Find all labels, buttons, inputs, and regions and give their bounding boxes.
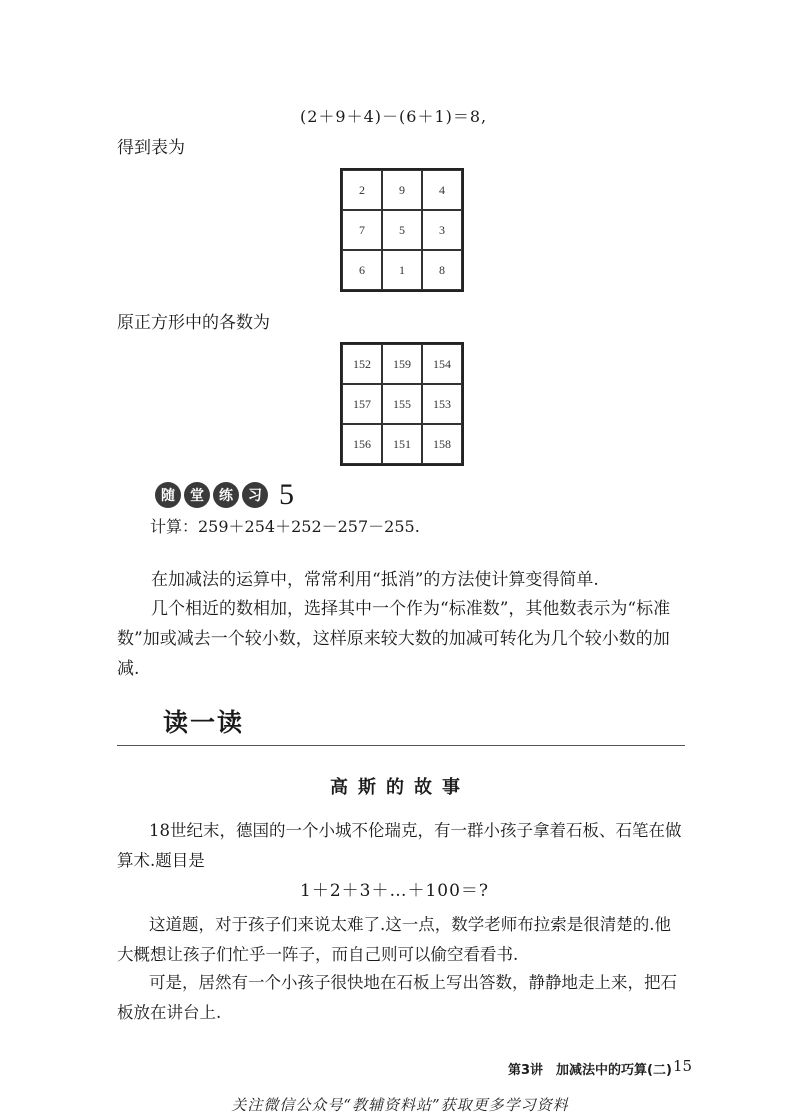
- practice-badge: 习: [242, 482, 268, 508]
- paragraph: 几个相近的数相加，选择其中一个作为“标准数”，其他数表示为“标准数”加或减去一个较小数，这样原来较大数的加减可转化为几个较小数的加减.: [117, 599, 671, 679]
- table-cell: 2: [342, 170, 382, 210]
- table-cell: 8: [422, 250, 462, 290]
- original-square-table: [340, 342, 464, 466]
- table2-label: 原正方形中的各数为: [117, 313, 270, 333]
- table-cell: 1: [382, 250, 422, 290]
- table-cell: 9: [382, 170, 422, 210]
- table-cell: 6: [342, 250, 382, 290]
- top-equation: (2＋9＋4)－(6＋1)＝8,: [300, 107, 488, 126]
- table-cell: 158: [422, 424, 462, 464]
- chapter-footer: 第3讲 加减法中的巧算(二): [508, 1063, 672, 1078]
- practice-question: 计算：259＋254＋252－257－255.: [150, 517, 420, 536]
- paragraph: 在加减法的运算中，常常利用“抵消”的方法使计算变得简单.: [151, 570, 599, 590]
- table-cell: 155: [382, 384, 422, 424]
- magic-square-table: [340, 168, 464, 292]
- table-cell: 153: [422, 384, 462, 424]
- table-cell: 154: [422, 344, 462, 384]
- story-paragraph: 18世纪末，德国的一个小城不伦瑞克，有一群小孩子拿着石板、石笔在做算术.题目是: [117, 821, 682, 870]
- table-cell: 151: [382, 424, 422, 464]
- table-cell: 152: [342, 344, 382, 384]
- section-title: 读一读: [163, 708, 245, 737]
- story-equation: 1＋2＋3＋…＋100＝?: [300, 881, 490, 901]
- table-cell: 159: [382, 344, 422, 384]
- practice-heading: [155, 478, 294, 511]
- table-cell: 7: [342, 210, 382, 250]
- story-paragraph: 可是，居然有一个小孩子很快地在石板上写出答数，静静地走上来，把石板放在讲台上.: [117, 973, 677, 1022]
- practice-number: 5: [279, 478, 294, 511]
- table1-label: 得到表为: [117, 138, 185, 158]
- practice-badge: 随: [155, 482, 181, 508]
- story-title: 高斯的故事: [330, 777, 470, 798]
- table-cell: 156: [342, 424, 382, 464]
- section-divider: [117, 745, 685, 746]
- table-cell: 3: [422, 210, 462, 250]
- table-cell: 4: [422, 170, 462, 210]
- page-number: 15: [673, 1057, 693, 1075]
- watermark-text: 关注微信公众号“教辅资料站”获取更多学习资料: [231, 1096, 569, 1114]
- story-paragraph: 这道题，对于孩子们来说太难了.这一点，数学老师布拉索是很清楚的.他大概想让孩子们忙乎一阵子，而自己则可以偷空看看书.: [117, 915, 671, 964]
- practice-badge: 练: [213, 482, 239, 508]
- table-cell: 157: [342, 384, 382, 424]
- practice-badge: 堂: [184, 482, 210, 508]
- table-cell: 5: [382, 210, 422, 250]
